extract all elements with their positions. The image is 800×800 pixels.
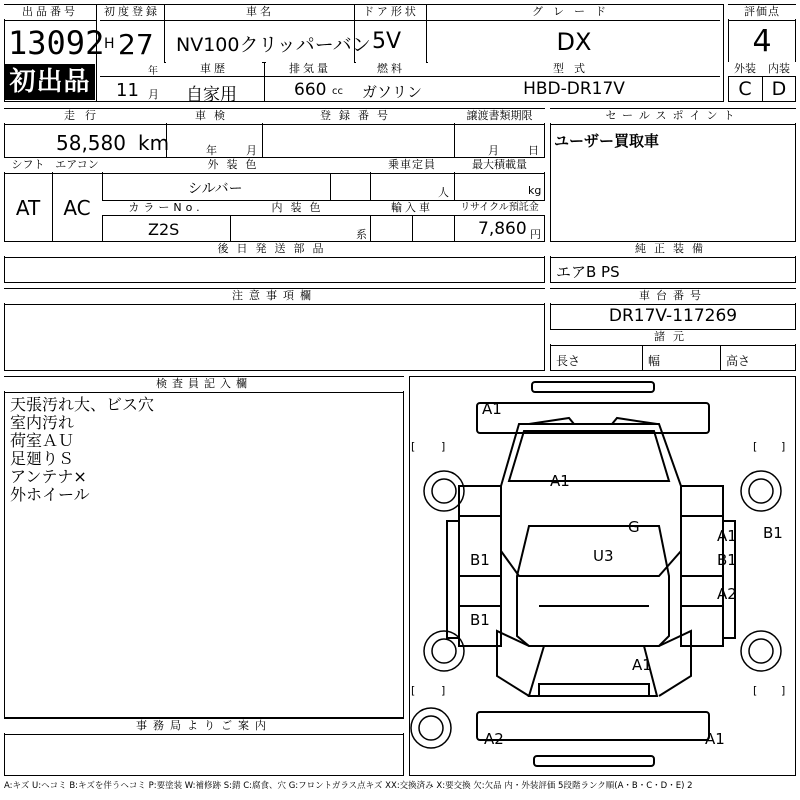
exterior-score: C [738,78,752,100]
svg-text:]: ] [441,684,446,697]
exterior-color-label: 外装色 [102,158,370,172]
inspector-line: 天張汚れ大、ビス穴 [10,395,155,414]
car-name: NV100クリッパーバン [176,34,371,56]
car-name-label: 車名 [166,5,354,19]
mark-right-rear-door: A2 [717,585,737,603]
reg-number-label: 登録番号 [262,109,454,123]
chassis-value: DR17V-117269 [608,306,738,326]
first-reg-label: 初度登録 [100,5,164,19]
interior-color-unit: 系 [356,228,367,241]
first-listing-badge: 初出品 [5,64,95,100]
inspector-line: アンテナ× [10,467,87,486]
mark-front-bumper: A1 [482,400,502,418]
mark-left-front-door: B1 [470,551,490,569]
inspector-notes [10,396,154,504]
inspection-year-unit: 年 [206,144,217,157]
legend: A:キズ U:ヘコミ B:キズを伴うヘコミ P:要塗装 W:補修跡 S:錆 C:腐食、穴 G:フロントガラス点キズ XX:交換済み X:要交換 欠:欠品 内・外装評価 5段階ランク順(A・B・C・D・E) 2 [4,781,693,791]
displacement-label: 排気量 [266,62,354,76]
first-reg-year-unit: 年 [148,66,158,77]
mark-roof: U3 [593,547,614,565]
office-label: 事務局よりご案内 [4,719,404,733]
height-label: 高さ [726,354,751,368]
first-reg-month: 11 [116,80,139,101]
mark-left-rear-door: B1 [470,611,490,629]
shift-value: AT [15,196,41,220]
model-code-value: HBD-DR17V [523,79,625,99]
svg-text:[: [ [753,440,758,453]
transfer-deadline-label: 譲渡書類期限 [454,109,545,123]
score-value: 4 [752,24,772,59]
capacity-unit: 人 [438,186,449,199]
inspector-line: 外ホイール [10,485,90,504]
first-reg-month-unit: 月 [148,88,159,101]
chassis-label: 車台番号 [550,289,796,303]
dimensions-label: 諸元 [550,330,796,344]
sales-point-label: セールスポイント [550,109,796,123]
svg-text:[: [ [411,684,416,697]
inspection-label: 車検 [166,109,262,123]
inspector-label: 検査員記入欄 [4,377,404,391]
interior-score-label: 内装 [762,62,796,76]
first-reg-year: 27 [118,28,154,61]
aircon-value: AC [63,196,91,220]
first-reg-era: H [104,36,115,52]
inspector-line: 室内汚れ [10,413,75,432]
mileage-value: 58,580 [56,131,126,155]
exterior-color-value: シルバー [188,181,243,197]
svg-text:]: ] [781,440,786,453]
sales-point-block [550,108,796,242]
mark-rear-gate: A1 [632,656,652,674]
transfer-month-unit: 月 [488,144,499,157]
interior-color-label: 内装色 [230,201,370,215]
capacity-label: 乗車定員 [370,158,454,172]
recycle-unit: 円 [530,228,541,241]
aircon-label: エアコン [52,158,102,172]
max-load-unit: kg [528,184,542,197]
max-load-label: 最大積載量 [454,158,545,172]
equipment-value: エアB PS [556,263,620,281]
color-no-value: Z2S [148,220,180,239]
inspector-line: 荷室ＡＵ [10,431,75,450]
mark-rear-bumper-right: A1 [705,730,725,748]
mark-hood: A1 [550,472,570,490]
fuel-value: ガソリン [362,83,423,101]
recycle-value: 7,860 [478,219,527,239]
notes-label: 注意事項欄 [4,289,545,303]
mark-right-front-door-a: A1 [717,527,737,545]
inspector-line: 足廻りＳ [10,449,75,468]
svg-text:[: [ [753,684,758,697]
model-code-label: 型式 [428,62,720,76]
mileage-unit: km [138,131,170,155]
interior-score: D [771,78,787,100]
grade-label: グレード [428,5,720,19]
score-label: 評価点 [728,5,796,19]
history-label: 車歴 [166,62,262,76]
inspection-month-unit: 月 [246,144,257,157]
mark-right-front-door-b: B1 [717,551,737,569]
svg-text:]: ] [781,684,786,697]
later-parts-label: 後日発送部品 [4,242,545,256]
car-diagram [409,376,796,776]
doors-value: 5V [372,29,402,54]
mark-right-fender: B1 [763,524,783,542]
equipment-label: 純正装備 [550,242,796,256]
sales-point-value: ユーザー買取車 [554,132,660,150]
length-label: 長さ [556,354,581,368]
mark-rear-bumper-left: A2 [484,730,504,748]
mileage-label: 走行 [4,109,166,123]
svg-text:[: [ [411,440,416,453]
displacement-value: 660 [294,80,327,100]
mark-windshield: G [628,518,640,536]
width-label: 幅 [648,354,661,368]
transfer-day-unit: 日 [528,144,539,157]
svg-text:]: ] [441,440,446,453]
recycle-label: リサイクル預託金 [454,201,545,215]
history-value: 自家用 [186,85,237,105]
lot-number: 13092 [8,24,105,62]
displacement-unit: cc [332,86,343,97]
fuel-label: 燃料 [356,62,426,76]
shift-label: シフト [4,158,52,172]
doors-label: ドア形状 [356,5,426,19]
grade-value: DX [556,28,592,56]
import-car-label: 輸入車 [370,201,454,215]
exterior-score-label: 外装 [728,62,762,76]
lot-label: 出品番号 [4,5,96,19]
color-no-label: カラーNo. [102,201,230,215]
